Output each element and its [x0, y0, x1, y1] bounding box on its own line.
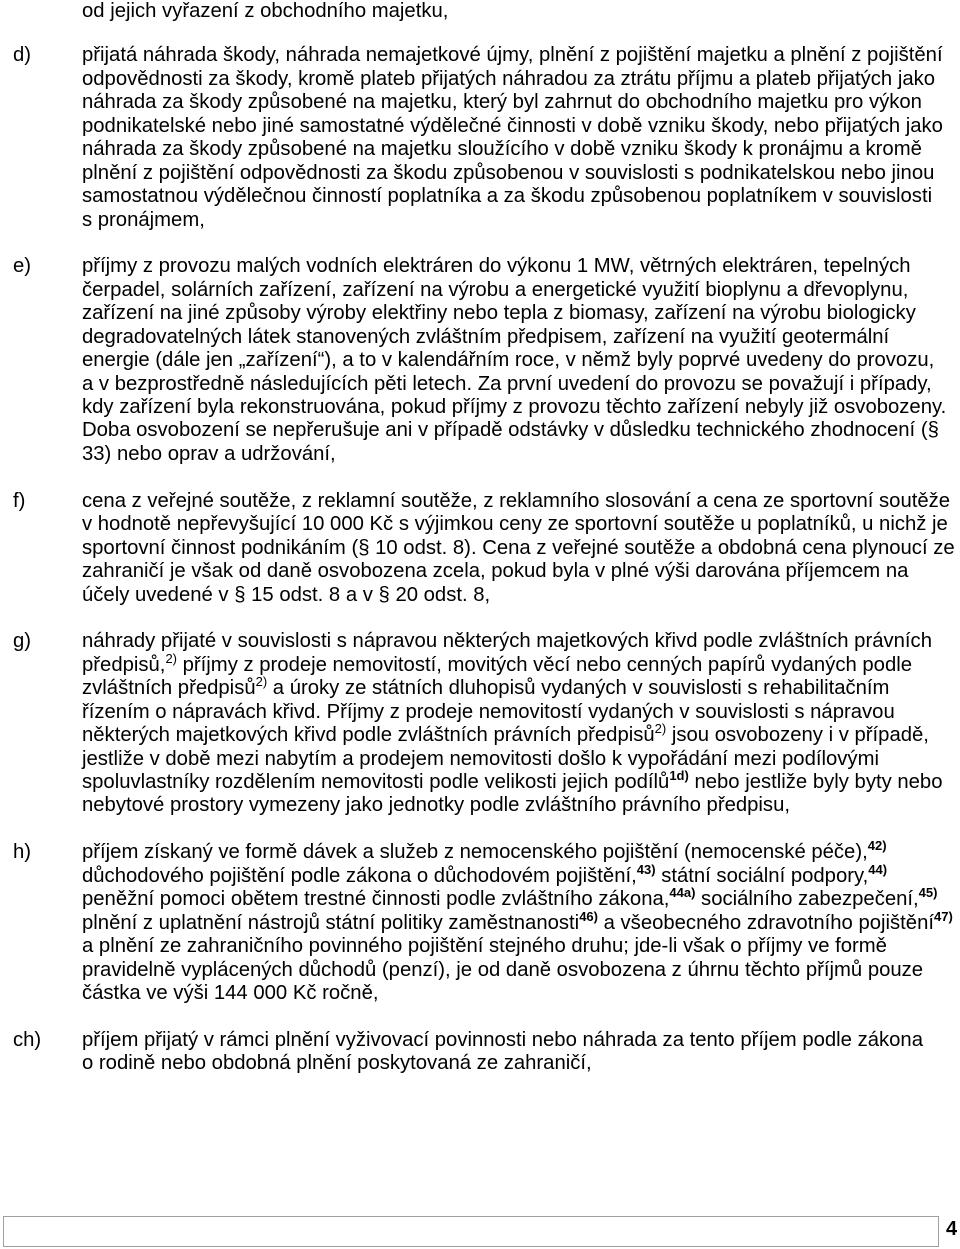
footnote-ref: 44a): [669, 885, 696, 901]
text-line: zahraničí je však od daně osvobozena zcela, pokud byla v plné výši darována příjemcem na: [82, 560, 909, 583]
text-segment: spoluvlastníky rozdělením nemovitosti podle velikosti jejich podílů: [82, 771, 670, 793]
footnote-ref: 42): [867, 838, 887, 854]
text-line: a plnění ze zahraničního povinného pojištění stejného druhu; jde-li však o příjmy ve formě: [82, 935, 887, 958]
text-line: energie (dále jen „zařízení“), a to v kalendářním roce, v němž byly poprvé uvedeny do provozu,: [82, 349, 935, 372]
page-footer: [3, 1216, 939, 1247]
footnote-ref: 46): [579, 908, 598, 924]
text-line: náhrada za škody způsobené na majetku, který byl zahrnut do obchodního majetku pro výkon: [82, 91, 922, 114]
text-segment: nebo jestliže byly byty nebo: [688, 771, 943, 793]
item-text: [82, 255, 960, 466]
text-segment: důchodového pojištění podle zákona o důchodovém pojištění,: [82, 864, 637, 887]
text-segment: peněžní pomoci obětem trestné činnosti podle zvláštního zákona,: [82, 888, 670, 911]
footnote-ref: 2): [654, 721, 667, 737]
text-line: [82, 838, 960, 864]
text-line: kdy zařízení byla rekonstruována, pokud příjmy z provozu těchto zařízení nebyly již osvobozeny.: [82, 396, 947, 418]
text-segment: jsou osvobozeny i v případě,: [666, 724, 929, 747]
text-line: odpovědnosti za škody, kromě plateb přijatých náhradou za ztrátu příjmu a plateb přijatých jako: [82, 67, 936, 90]
item-label: ch): [13, 1028, 42, 1051]
text-line: s pronájmem,: [82, 208, 205, 231]
text-line: náhrady přijaté v souvislosti s nápravou některých majetkových křivd podle zvláštních právních: [82, 630, 932, 653]
page-number: 4: [946, 1218, 958, 1240]
footnote-ref: 1d): [669, 768, 689, 783]
text-line: příjmy z provozu malých vodních elektráren do výkonu 1 MW, větrných elektráren, tepelných: [82, 255, 911, 278]
item-label: f): [13, 489, 26, 512]
list-item-h: [0, 838, 960, 1005]
text-line: účely uvedené v § 15 odst. 8 a v § 20 odst. 8,: [82, 583, 491, 606]
text-segment: a úroky ze státních dluhopisů vydaných v souvislosti s rehabilitačním: [267, 677, 890, 700]
item-label: d): [13, 44, 32, 67]
text-line: [82, 650, 960, 677]
text-line: jestliže v době mezi nabytím a prodejem nemovitosti došlo k vypořádání mezi podílovými: [82, 747, 879, 770]
text-line: [82, 885, 960, 911]
text-segment: některých majetkových křivd podle zvláštních právních předpisů: [82, 724, 655, 747]
text-segment: státní sociální podpory,: [655, 864, 869, 887]
text-segment: plnění z uplatnění nástrojů státní politiky zaměstnanosti: [82, 911, 580, 934]
footnote-ref: 2): [255, 674, 268, 690]
text-segment: předpisů,: [82, 653, 166, 676]
text-line: příjem přijatý v rámci plnění vyživovací povinnosti nebo náhrada za tento příjem podle zákona: [82, 1028, 923, 1051]
text-line: čerpadel, solárních zařízení, zařízení na výrobu a energetické využití bioplynu a dřevoplynu,: [82, 278, 909, 301]
text-line: [82, 674, 960, 700]
footnote-ref: 45): [918, 885, 938, 901]
text-line: náhrada za škody způsobené na majetku sloužícího v době vzniku škody k pronájmu a kromě: [82, 138, 922, 161]
text-line: částka ve výši 144 000 Kč ročně,: [82, 981, 379, 1004]
footnote-ref: 2): [165, 650, 177, 666]
text-line: nebytové prostory vymezeny jako jednotky podle zvláštního právního předpisu,: [82, 794, 790, 817]
text-line: podnikatelské nebo jiné samostatné výdělečné činnosti v době vzniku škody, nebo přijatých jako: [82, 114, 943, 137]
text-line: v hodnotě nepřevyšující 10 000 Kč s výjimkou ceny ze sportovní soutěže u poplatníků, u nichž je: [82, 513, 948, 536]
text-line: o rodině nebo obdobná plnění poskytovaná ze zahraničí,: [82, 1052, 592, 1075]
item-text: [82, 1029, 960, 1076]
item-text: [82, 838, 960, 1005]
continuation-text: od jejich vyřazení z obchodního majetku,: [82, 0, 449, 22]
text-line: [82, 908, 960, 935]
item-text: [82, 44, 960, 232]
list-item-e: [0, 255, 960, 466]
list-item-f: [0, 490, 960, 607]
text-line: [82, 768, 960, 794]
text-line: degradovatelných látek stanovených zvláštním předpisem, zařízení na využití geotermální: [82, 325, 890, 348]
item-text: [82, 630, 960, 818]
text-line: 33) nebo oprav a udržování,: [82, 442, 336, 465]
text-line: pravidelně vyplácených důchodů (penzí), je od daně osvobozena z úhrnu těchto příjmů pouze: [82, 958, 924, 981]
footnote-ref: 43): [636, 861, 656, 877]
item-label: e): [13, 255, 32, 278]
text-segment: a všeobecného zdravotního pojištění: [597, 911, 934, 934]
text-segment: zvláštních předpisů: [82, 677, 256, 700]
text-line: cena z veřejné soutěže, z reklamní soutěže, z reklamního slosování a cena ze sportovní soutěže: [82, 489, 951, 512]
text-segment: sociálního zabezpečení,: [695, 888, 919, 911]
list-item-d: [0, 44, 960, 232]
item-text: [82, 490, 960, 607]
item-label: h): [13, 841, 32, 864]
text-line: řízením o nápravách křivd. Příjmy z prodeje nemovitostí vydaných v souvislosti s nápravou: [82, 700, 895, 723]
text-line: Doba osvobození se nepřerušuje ani v případě odstávky v důsledku technického zhodnocení (§: [82, 419, 939, 442]
footnote-ref: 47): [933, 908, 953, 924]
text-segment: příjem získaný ve formě dávek a služeb z nemocenského pojištění (nemocenské péče),: [82, 841, 868, 864]
footnote-ref: 44): [868, 861, 888, 877]
text-line: plnění z pojištění odpovědnosti za škodu způsobenou v souvislosti s podnikatelskou nebo jinou: [82, 161, 935, 184]
text-line: [82, 861, 960, 888]
text-line: sportovní činnost podnikáním (§ 10 odst. 8). Cena z veřejné soutěže a obdobná cena plynoucí ze: [82, 536, 955, 559]
list-item-ch: [0, 1029, 960, 1076]
text-line: samostatnou výdělečnou činností poplatníka a za škodu způsobenou poplatníkem v souvislosti: [82, 185, 933, 208]
list-item-g: [0, 630, 960, 818]
text-line: přijatá náhrada škody, náhrada nemajetkové újmy, plnění z pojištění majetku a plnění z pojištění: [82, 44, 943, 67]
text-line: zařízení na jiné způsoby výroby elektřiny nebo tepla z biomasy, zařízení na výrobu biologicky: [82, 302, 916, 325]
item-label: g): [13, 630, 32, 653]
text-line: a v bezprostředně následujících pěti letech. Za první uvedení do provozu se považují i případy,: [82, 372, 932, 395]
text-line: [82, 721, 960, 747]
text-segment: příjmy z prodeje nemovitostí, movitých věcí nebo cenných papírů vydaných podle: [177, 653, 913, 676]
